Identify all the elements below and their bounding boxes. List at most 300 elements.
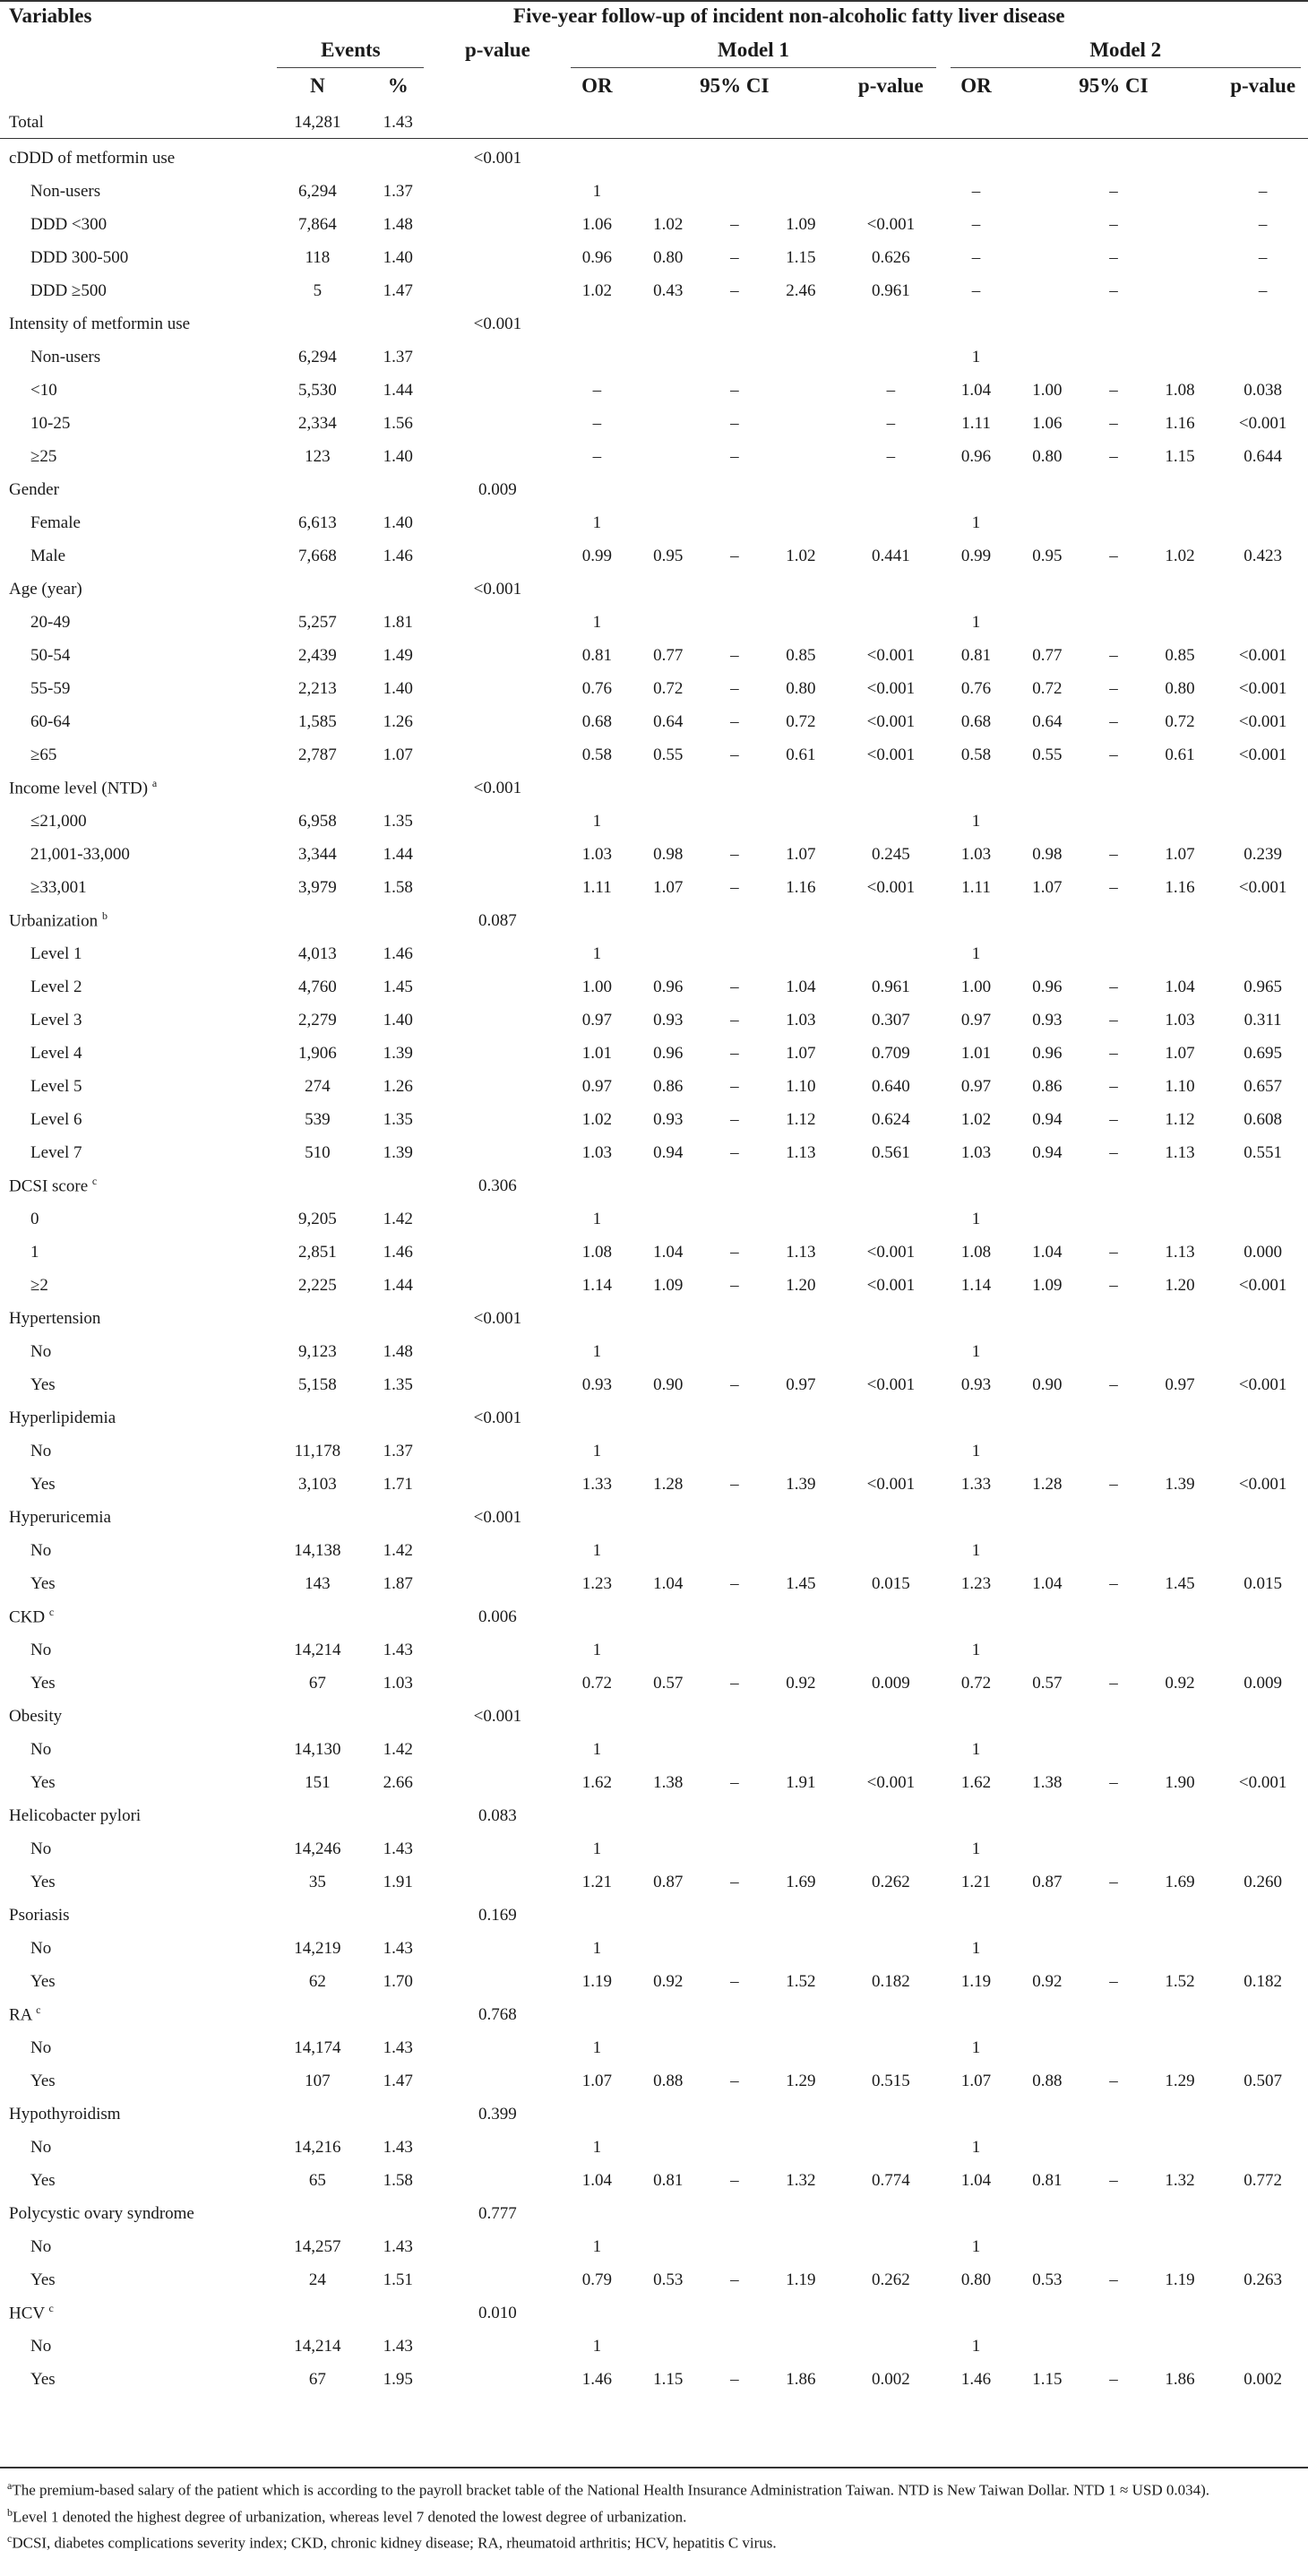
model1-ci-low-cell: 0.88	[653, 2071, 684, 2090]
model2-p-cell	[1218, 1733, 1308, 1766]
model2-ci-high-cell: 1.07	[1165, 1043, 1195, 1063]
model2-p-cell: 0.507	[1243, 2071, 1283, 2090]
model2-ci-dash-cell: –	[1109, 1374, 1118, 1394]
model1-ci-high-cell: 1.04	[786, 977, 816, 996]
pct-header: %	[387, 74, 409, 97]
events-pct-cell: 1.37	[383, 181, 413, 201]
model2-ci-high-cell	[1142, 1899, 1218, 1932]
pvalue-cell	[431, 1932, 564, 1965]
model2-ci-dash-cell	[1085, 1302, 1141, 1335]
model2-ci-high-cell	[1142, 1832, 1218, 1865]
model1-ci-dash-cell	[706, 104, 762, 142]
footnote-c: $^c$DCSI, diabetes complications severity index; CKD, chronic kidney disease; RA, rheumatoid arthritis; HCV, hepatitis C virus.	[7, 2532, 777, 2552]
model1-ci-high-cell: 0.97	[786, 1374, 816, 1394]
model1-ci-dash-cell	[706, 506, 762, 539]
n-header: N	[310, 74, 325, 97]
footnotes	[7, 2475, 1297, 2554]
row-label-text: Yes	[30, 1474, 56, 1494]
row-label-text: DCSI score	[9, 1176, 89, 1196]
events-pct-cell	[365, 573, 431, 606]
model2-or-cell: 1	[971, 513, 981, 532]
p1-header: p-value	[857, 74, 924, 97]
events-n-cell	[270, 2296, 365, 2330]
model1-ci-high-cell: 1.69	[786, 1872, 816, 1891]
model2-ci-high-cell	[1142, 1633, 1218, 1667]
pvalue-cell	[431, 1733, 564, 1766]
row-label-text: Yes	[30, 1872, 56, 1891]
events-pct-cell	[365, 1501, 431, 1534]
events-n-cell	[270, 142, 365, 175]
model2-ci-high-cell	[1142, 473, 1218, 506]
model2-ci-dash-cell	[1085, 307, 1141, 340]
events-n-cell: 9,123	[298, 1341, 337, 1361]
model2-ci-low-cell	[1010, 142, 1086, 175]
model2-p-cell: 0.772	[1243, 2170, 1283, 2190]
events-pct-cell: 1.37	[383, 347, 413, 366]
pvalue-cell	[431, 2230, 564, 2263]
events-n-cell: 65	[308, 2170, 326, 2190]
model1-p-cell	[839, 1202, 942, 1236]
row-label-text: No	[30, 1640, 52, 1659]
model1-or-cell: 1.02	[581, 1109, 613, 1129]
model2-p-cell	[1218, 573, 1308, 606]
model2-ci-low-cell: 0.87	[1032, 1872, 1063, 1891]
table-row-variable	[0, 1899, 1308, 1932]
model2-p-cell	[1218, 2031, 1308, 2064]
model1-ci-dash-cell: –	[730, 280, 739, 300]
model2-or-cell: 0.93	[960, 1374, 992, 1394]
model1-or-cell: 1.03	[581, 1142, 613, 1162]
model1-or-cell: 1.01	[581, 1043, 613, 1063]
events-pct-cell: 1.47	[383, 280, 413, 300]
row-label	[0, 1865, 270, 1899]
model2-or-cell: 1.08	[960, 1242, 992, 1262]
model2-ci-dash-cell: –	[1109, 446, 1118, 466]
pvalue-cell: <0.001	[473, 314, 522, 333]
model2-or-cell: 1.21	[960, 1872, 992, 1891]
events-pct-cell	[365, 2098, 431, 2131]
model2-ci-low-cell	[1010, 1733, 1086, 1766]
pvalue-cell	[431, 2330, 564, 2363]
model1-ci-low-cell	[630, 175, 706, 208]
table-row-level	[0, 639, 1308, 672]
model2-p-cell	[1218, 2197, 1308, 2230]
model2-or-cell: 0.72	[960, 1673, 992, 1693]
model1-or-cell: 1.62	[581, 1772, 613, 1792]
pvalue-cell: <0.001	[473, 778, 522, 797]
model2-p-cell	[1218, 307, 1308, 340]
model1-ci-low-cell: 1.15	[653, 2369, 684, 2389]
events-n-cell: 274	[305, 1076, 331, 1096]
model2-or-cell: 1	[971, 1441, 981, 1460]
row-label-text: No	[30, 1341, 52, 1361]
model1-ci-low-cell	[630, 1335, 706, 1368]
table-row-level	[0, 274, 1308, 307]
table-row-variable	[0, 1501, 1308, 1534]
model1-ci-dash-cell: –	[730, 745, 739, 764]
model1-or-cell	[564, 473, 630, 506]
row-label-text: No	[30, 1441, 52, 1460]
events-n-cell: 5,530	[298, 380, 337, 400]
model1-ci-high-cell: 1.20	[786, 1275, 816, 1295]
table-row-level	[0, 1733, 1308, 1766]
model1-p-cell	[839, 1932, 942, 1965]
model2-ci-dash-cell: –	[1109, 877, 1118, 897]
model2-or-cell: 1.03	[960, 844, 992, 864]
model1-ci-high-cell	[763, 1302, 839, 1335]
model2-p-cell	[1218, 2098, 1308, 2131]
pvalue-cell: 0.399	[478, 2104, 517, 2124]
model1-ci-dash-cell	[706, 2131, 762, 2164]
model1-or-cell: 1.23	[581, 1573, 613, 1593]
row-label-text: Female	[30, 513, 81, 532]
model1-or-cell: 1	[592, 2038, 602, 2057]
model1-ci-dash-cell: –	[730, 1474, 739, 1494]
model1-ci-high-cell: 2.46	[786, 280, 816, 300]
model2-p-cell	[1218, 2330, 1308, 2363]
model2-or-cell: 0.96	[960, 446, 992, 466]
pvalue-cell: <0.001	[473, 1706, 522, 1726]
row-label-text: ≥2	[30, 1275, 48, 1295]
model2-ci-dash-cell	[1085, 771, 1141, 805]
model1-ci-low-cell	[630, 2131, 706, 2164]
model1-ci-high-cell: 1.91	[786, 1772, 816, 1792]
row-label-text: Level 5	[30, 1076, 82, 1096]
events-pct-cell	[365, 473, 431, 506]
model1-ci-dash-cell	[706, 1302, 762, 1335]
model1-p-cell	[839, 1633, 942, 1667]
events-pct-cell: 1.40	[383, 513, 413, 532]
model1-or-cell: 1	[592, 1640, 602, 1659]
model1-or-cell: 1.00	[581, 977, 613, 996]
row-label-text: ≤21,000	[30, 811, 87, 831]
table-row-level	[0, 2330, 1308, 2363]
row-label-text: Psoriasis	[9, 1905, 70, 1925]
events-n-cell: 539	[305, 1109, 331, 1129]
model1-p-cell: 0.015	[871, 1573, 910, 1593]
model1-p-cell: 0.307	[871, 1010, 910, 1030]
events-pct-cell	[365, 1302, 431, 1335]
header-rule	[0, 138, 1308, 139]
events-pct-cell: 1.48	[383, 1341, 413, 1361]
row-label-text: Hyperuricemia	[9, 1507, 111, 1527]
events-pct-cell: 1.43	[383, 2038, 413, 2057]
model2-p-cell: <0.001	[1238, 745, 1287, 764]
events-n-cell: 14,219	[294, 1938, 341, 1958]
model1-p-cell	[839, 142, 942, 175]
model1-or-cell	[564, 104, 630, 142]
model2-or-cell	[943, 1998, 1010, 2031]
model1-ci-high-cell: 1.13	[786, 1242, 816, 1262]
events-pct-cell: 1.35	[383, 1109, 413, 1129]
model2-ci-dash-cell: –	[1109, 2270, 1118, 2289]
events-n-cell: 14,138	[294, 1540, 341, 1560]
model2-or-cell: 1	[971, 1540, 981, 1560]
model2-p-cell: <0.001	[1238, 1772, 1287, 1792]
model2-ci-high-cell: 1.03	[1165, 1010, 1195, 1030]
model1-ci-high-cell	[763, 1434, 839, 1468]
model2-ci-dash-cell: –	[1109, 977, 1118, 996]
model1-ci-high-cell	[763, 2296, 839, 2330]
model2-ci-dash-cell	[1085, 1932, 1141, 1965]
events-n-cell: 2,439	[298, 645, 337, 665]
events-pct-cell: 2.66	[383, 1772, 413, 1792]
model2-ci-dash-cell: –	[1109, 1275, 1118, 1295]
header-row-groups	[0, 32, 1308, 68]
model2-p-cell: <0.001	[1238, 711, 1287, 731]
model1-ci-low-cell: 0.90	[653, 1374, 684, 1394]
model1-ci-dash-cell: –	[730, 1109, 739, 1129]
model1-ci-low-cell	[630, 1534, 706, 1567]
table-row-variable	[0, 473, 1308, 506]
events-n-cell	[270, 1600, 365, 1633]
events-pct-cell	[365, 904, 431, 937]
events-pct-cell: 1.46	[383, 943, 413, 963]
events-n-cell: 14,130	[294, 1739, 341, 1759]
table-row-level	[0, 1004, 1308, 1037]
model1-ci-low-cell: 0.55	[653, 745, 684, 764]
table-row-level	[0, 175, 1308, 208]
model1-or-cell: 1.11	[582, 877, 612, 897]
model2-ci-high-cell	[1142, 1700, 1218, 1733]
model2-ci-low-cell	[1010, 1832, 1086, 1865]
model1-ci-dash-cell: –	[730, 1872, 739, 1891]
model2-ci-dash-cell	[1085, 1799, 1141, 1832]
table-row-variable	[0, 104, 1308, 142]
table-row-level	[0, 2031, 1308, 2064]
model2-or-cell	[943, 2296, 1010, 2330]
model1-or-cell: 1	[592, 2236, 602, 2256]
model2-or-cell: –	[971, 247, 981, 267]
events-n-cell: 6,613	[298, 513, 337, 532]
row-label	[0, 1368, 270, 1401]
model2-or-cell: 1.11	[961, 413, 991, 433]
model1-ci-dash-cell	[706, 1733, 762, 1766]
row-label-text: Total	[9, 113, 44, 132]
row-label-text: Non-users	[30, 181, 101, 201]
model1-ci-high-cell	[763, 374, 839, 407]
model2-ci-dash-cell	[1085, 1899, 1141, 1932]
model2-ci-dash-cell: –	[1109, 1673, 1118, 1693]
model1-p-cell: 0.624	[871, 1109, 910, 1129]
pvalue-cell	[431, 937, 564, 970]
model2-ci-high-cell	[1142, 1169, 1218, 1202]
pvalue-cell	[431, 1434, 564, 1468]
table-row-level	[0, 1434, 1308, 1468]
events-n-cell: 118	[305, 247, 331, 267]
pvalue-cell	[431, 1335, 564, 1368]
footnote-a: $^a$The premium-based salary of the patient which is according to the payroll bracket table of the National Health Insurance Administration Taiwan. NTD is New Taiwan Dollar. NTD 1 ≈ USD 0.034).	[7, 2479, 1210, 2499]
events-n-cell	[270, 1401, 365, 1434]
model1-ci-high-cell	[763, 506, 839, 539]
model2-or-cell	[943, 1600, 1010, 1633]
model2-p-cell: –	[1258, 280, 1268, 300]
model1-ci-high-cell	[763, 805, 839, 838]
model1-or-cell	[564, 1799, 630, 1832]
model2-ci-low-cell	[1010, 175, 1086, 208]
model1-or-cell	[564, 1700, 630, 1733]
events-n-cell: 2,787	[298, 745, 337, 764]
model1-p-cell	[839, 904, 942, 937]
model2-p-cell: 0.182	[1243, 1971, 1283, 1991]
model2-or-cell: 1	[971, 1839, 981, 1858]
model1-ci-high-cell: 1.39	[786, 1474, 816, 1494]
model1-p-cell	[839, 1799, 942, 1832]
model1-p-cell: 0.709	[871, 1043, 910, 1063]
events-pct-cell: 1.42	[383, 1739, 413, 1759]
model1-ci-dash-cell	[706, 2197, 762, 2230]
footnote-marker: c	[48, 2302, 54, 2315]
table-row-level	[0, 606, 1308, 639]
model1-ci-dash-cell	[706, 805, 762, 838]
table-row-variable	[0, 2296, 1308, 2330]
events-pct-cell: 1.48	[383, 214, 413, 234]
model1-ci-dash-cell: –	[730, 2071, 739, 2090]
model1-p-cell	[839, 1700, 942, 1733]
row-label	[0, 1832, 270, 1865]
events-pct-cell: 1.51	[383, 2270, 413, 2289]
header-row-columns	[0, 68, 1308, 104]
table-row-level	[0, 340, 1308, 374]
model1-ci-low-cell: 0.57	[653, 1673, 684, 1693]
table-row-level	[0, 1865, 1308, 1899]
model2-p-cell: <0.001	[1238, 1374, 1287, 1394]
model1-ci-dash-cell	[706, 1633, 762, 1667]
model2-p-cell	[1218, 473, 1308, 506]
model2-p-cell	[1218, 2131, 1308, 2164]
model1-ci-low-cell	[630, 1169, 706, 1202]
model2-or-cell	[943, 904, 1010, 937]
events-pct-cell: 1.40	[383, 678, 413, 698]
pvalue-cell	[431, 2363, 564, 2396]
events-n-cell	[270, 1899, 365, 1932]
model2-ci-dash-cell	[1085, 2330, 1141, 2363]
events-pct-cell: 1.70	[383, 1971, 413, 1991]
model2-ci-dash-cell	[1085, 1832, 1141, 1865]
model2-or-cell: –	[971, 214, 981, 234]
events-pct-cell	[365, 2296, 431, 2330]
row-label-text: Level 4	[30, 1043, 82, 1063]
model1-p-cell: –	[886, 380, 896, 400]
model2-ci-dash-cell: –	[1109, 844, 1118, 864]
events-pct-cell: 1.35	[383, 811, 413, 831]
model2-ci-high-cell	[1142, 2197, 1218, 2230]
model1-p-cell	[839, 1899, 942, 1932]
model2-p-cell: 0.311	[1243, 1010, 1282, 1030]
model1-ci-high-cell: 1.16	[786, 877, 816, 897]
model1-ci-dash-cell	[706, 1932, 762, 1965]
row-label-text: Level 2	[30, 977, 82, 996]
events-n-cell: 7,668	[298, 546, 337, 565]
model1-ci-high-cell	[763, 1202, 839, 1236]
model2-ci-high-cell	[1142, 904, 1218, 937]
events-n-cell: 151	[305, 1772, 331, 1792]
model2-ci-high-cell	[1142, 1799, 1218, 1832]
model2-or-cell: –	[971, 181, 981, 201]
model2-p-cell: 0.608	[1243, 1109, 1283, 1129]
model1-or-cell: 1.06	[581, 214, 613, 234]
model1-ci-low-cell	[630, 1799, 706, 1832]
model2-ci-high-cell: 1.19	[1165, 2270, 1195, 2289]
pvalue-cell	[431, 1004, 564, 1037]
model2-ci-high-cell	[1142, 2330, 1218, 2363]
model1-ci-high-cell	[763, 1633, 839, 1667]
model1-ci-low-cell	[630, 340, 706, 374]
model2-ci-high-cell	[1142, 104, 1218, 142]
model1-ci-dash-cell	[706, 1534, 762, 1567]
model2-ci-high-cell: 1.29	[1165, 2071, 1195, 2090]
model2-ci-dash-cell: –	[1109, 711, 1118, 731]
model1-ci-dash-cell: –	[730, 1142, 739, 1162]
model2-ci-high-cell	[1142, 606, 1218, 639]
model1-ci-low-cell: 1.38	[653, 1772, 684, 1792]
model1-ci-low-cell	[630, 1501, 706, 1534]
model1-ci-high-cell: 0.85	[786, 645, 816, 665]
row-label	[0, 937, 270, 970]
model1-ci-low-cell: 0.80	[653, 247, 684, 267]
model2-p-cell	[1218, 805, 1308, 838]
model2-p-cell	[1218, 1401, 1308, 1434]
model2-ci-dash-cell: –	[1109, 181, 1118, 201]
model2-ci-high-cell	[1142, 1501, 1218, 1534]
model1-or-cell	[564, 904, 630, 937]
model2-ci-dash-cell	[1085, 2230, 1141, 2263]
events-pct-cell: 1.43	[383, 1640, 413, 1659]
model2-ci-low-cell	[1010, 2031, 1086, 2064]
model1-or-cell	[564, 1600, 630, 1633]
model2-ci-high-cell	[1142, 1932, 1218, 1965]
row-label-text: Hypothyroidism	[9, 2104, 121, 2124]
table-row-level	[0, 1335, 1308, 1368]
p2-header: p-value	[1230, 74, 1296, 97]
table-row-variable	[0, 142, 1308, 175]
model1-ci-dash-cell: –	[730, 1275, 739, 1295]
footnote-marker: c	[48, 1606, 55, 1619]
model1-ci-high-cell	[763, 1832, 839, 1865]
model2-ci-high-cell: 1.15	[1165, 446, 1195, 466]
events-pct-cell: 1.56	[383, 413, 413, 433]
model2-ci-low-cell: 1.15	[1032, 2369, 1063, 2389]
pvalue-cell: <0.001	[473, 1507, 522, 1527]
events-n-cell: 5,158	[298, 1374, 337, 1394]
model1-or-cell: 0.72	[581, 1673, 613, 1693]
model1-ci-dash-cell: –	[730, 446, 739, 466]
model2-p-cell: 0.260	[1243, 1872, 1283, 1891]
model1-ci-low-cell: 0.93	[653, 1010, 684, 1030]
model2-ci-dash-cell: –	[1109, 2071, 1118, 2090]
model1-p-cell	[839, 307, 942, 340]
model1-ci-low-cell: 1.02	[653, 214, 684, 234]
events-n-cell: 2,334	[298, 413, 337, 433]
model1-ci-low-cell: 0.86	[653, 1076, 684, 1096]
model2-ci-high-cell	[1142, 506, 1218, 539]
model2-p-cell: <0.001	[1238, 877, 1287, 897]
row-label-text: RA	[9, 2005, 32, 2025]
events-n-cell: 14,281	[294, 113, 341, 132]
model1-or-cell: 0.81	[581, 645, 613, 665]
model2-p-cell: –	[1258, 181, 1268, 201]
model2-ci-low-cell	[1010, 2296, 1086, 2330]
model2-ci-high-cell: 0.92	[1165, 1673, 1195, 1693]
model2-ci-high-cell	[1142, 1401, 1218, 1434]
table-row-level	[0, 805, 1308, 838]
model2-or-cell: 1	[971, 943, 981, 963]
row-label-text: Non-users	[30, 347, 101, 366]
pvalue-cell: 0.306	[478, 1176, 517, 1195]
model1-ci-dash-cell: –	[730, 977, 739, 996]
events-n-cell: 3,344	[298, 844, 337, 864]
model1-ci-high-cell: 1.03	[786, 1010, 816, 1030]
